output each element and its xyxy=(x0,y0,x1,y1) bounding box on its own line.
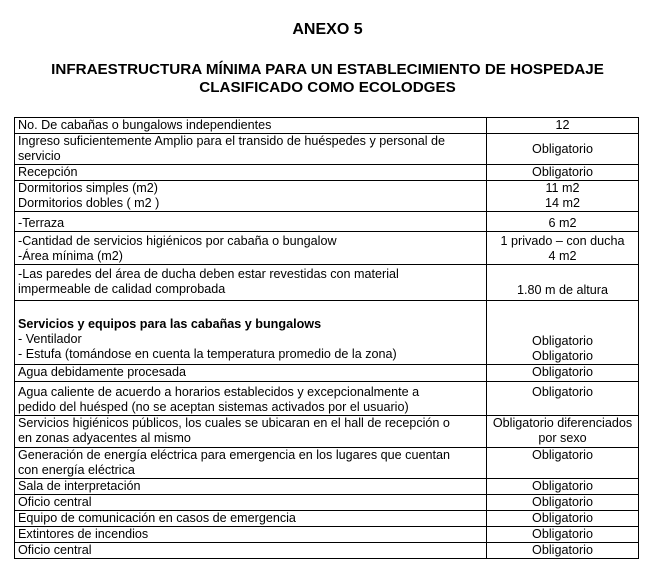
requirement-cell xyxy=(15,527,487,543)
requirement-text: Equipo de comunicación en casos de emergencia xyxy=(18,511,296,525)
value-text: Obligatorio xyxy=(532,141,593,156)
requirement-text: -Las paredes del área de ducha deben estar revestidas con material xyxy=(18,267,399,281)
requirement-text: - Estufa (tomándose en cuenta la temperatura promedio de la zona) xyxy=(18,347,397,361)
table-row xyxy=(15,527,639,543)
requirement-text: impermeable de calidad comprobada xyxy=(18,282,226,296)
requirement-text: -Cantidad de servicios higiénicos por cabaña o bungalow xyxy=(18,234,337,248)
requirement-text: Agua debidamente procesada xyxy=(18,365,187,379)
requirement-cell xyxy=(15,511,487,527)
value-cell xyxy=(487,365,639,382)
value-text: Obligatorio xyxy=(532,165,593,179)
requirement-text: Dormitorios dobles ( m2 ) xyxy=(18,196,160,210)
requirement-cell xyxy=(15,382,487,416)
table-row xyxy=(15,118,639,134)
requirement-cell xyxy=(15,232,487,265)
value-text: 1 privado – con ducha xyxy=(500,234,625,248)
requirement-text: Dormitorios simples (m2) xyxy=(18,181,158,195)
requirement-text: en zonas adyacentes al mismo xyxy=(18,431,191,445)
value-cell xyxy=(487,265,639,301)
requirement-cell xyxy=(15,448,487,479)
value-cell xyxy=(487,511,639,527)
table-row xyxy=(15,365,639,382)
value-text: 4 m2 xyxy=(548,249,577,263)
value-text: Obligatorio xyxy=(532,527,593,541)
table-row xyxy=(15,212,639,232)
requirement-text: Sala de interpretación xyxy=(18,479,141,493)
table-row xyxy=(15,479,639,495)
table-row xyxy=(15,265,639,301)
table-row xyxy=(15,543,639,559)
value-text: Obligatorio xyxy=(532,495,593,509)
value-cell xyxy=(487,479,639,495)
value-text: Obligatorio xyxy=(532,448,593,462)
requirement-cell xyxy=(15,212,487,232)
value-cell xyxy=(487,181,639,212)
value-text: 12 xyxy=(555,118,570,132)
requirement-text: con energía eléctrica xyxy=(18,463,135,477)
section-heading: Servicios y equipos para las cabañas y bungalows xyxy=(18,317,322,331)
requirement-text: Oficio central xyxy=(18,543,92,557)
value-text: por sexo xyxy=(538,431,587,445)
requirement-text: Recepción xyxy=(18,165,78,179)
requirement-cell xyxy=(15,495,487,511)
document-title-line-1: INFRAESTRUCTURA MÍNIMA PARA UN ESTABLECIMIENTO DE HOSPEDAJE xyxy=(51,61,604,78)
requirement-text: Ingreso suficientemente Amplio para el transido de huéspedes y personal de xyxy=(18,134,446,148)
value-cell xyxy=(487,448,639,479)
requirement-text: -Terraza xyxy=(18,216,65,230)
table-row xyxy=(15,511,639,527)
value-cell xyxy=(487,495,639,511)
value-cell xyxy=(487,382,639,416)
value-cell xyxy=(487,232,639,265)
requirement-text: servicio xyxy=(18,149,61,163)
requirements-table xyxy=(14,117,639,559)
table-row xyxy=(15,382,639,416)
requirement-text: Generación de energía eléctrica para emergencia en los lugares que cuentan xyxy=(18,448,450,462)
requirement-cell xyxy=(15,301,487,365)
annex-title: ANEXO 5 xyxy=(292,21,363,38)
requirement-text: Oficio central xyxy=(18,495,92,509)
value-text: Obligatorio diferenciados xyxy=(492,416,633,430)
table-row xyxy=(15,181,639,212)
requirement-cell xyxy=(15,134,487,165)
requirement-text: Extintores de incendios xyxy=(18,527,149,541)
value-text: Obligatorio xyxy=(532,349,593,363)
table-row xyxy=(15,448,639,479)
requirement-cell xyxy=(15,165,487,181)
requirement-text: -Área mínima (m2) xyxy=(18,249,123,263)
value-cell xyxy=(487,301,639,365)
value-cell xyxy=(487,165,639,181)
requirement-cell xyxy=(15,181,487,212)
table-row xyxy=(15,165,639,181)
value-cell xyxy=(487,416,639,448)
document-title xyxy=(0,61,655,97)
requirement-cell xyxy=(15,479,487,495)
value-cell xyxy=(487,134,639,165)
spacer xyxy=(18,302,483,317)
requirement-text: - Ventilador xyxy=(18,332,82,346)
value-text: Obligatorio xyxy=(532,543,593,557)
requirement-text: No. De cabañas o bungalows independientes xyxy=(18,118,272,132)
document-title-line-2: CLASIFICADO COMO ECOLODGES xyxy=(199,79,456,96)
value-cell xyxy=(487,527,639,543)
value-cell xyxy=(487,212,639,232)
value-text: 11 m2 xyxy=(545,181,580,195)
requirement-cell xyxy=(15,543,487,559)
value-cell xyxy=(487,118,639,134)
requirement-cell xyxy=(15,118,487,134)
value-text: 14 m2 xyxy=(544,196,580,210)
value-text: Obligatorio xyxy=(532,334,593,348)
requirement-text: pedido del huésped (no se aceptan sistemas activados por el usuario) xyxy=(18,400,409,414)
table-row xyxy=(15,495,639,511)
table-row xyxy=(15,416,639,448)
table-row xyxy=(15,232,639,265)
requirement-cell xyxy=(15,265,487,301)
requirement-cell xyxy=(15,416,487,448)
value-text: Obligatorio xyxy=(532,365,593,379)
requirement-text: Agua caliente de acuerdo a horarios establecidos y excepcionalmente a xyxy=(18,385,420,399)
value-cell xyxy=(487,543,639,559)
value-text: Obligatorio xyxy=(532,385,593,399)
table-row xyxy=(15,134,639,165)
value-text: 6 m2 xyxy=(548,216,577,230)
table-row xyxy=(15,301,639,365)
requirement-cell xyxy=(15,365,487,382)
requirement-text: Servicios higiénicos públicos, los cuales se ubicaran en el hall de recepción o xyxy=(18,416,450,430)
value-text: 1.80 m de altura xyxy=(516,283,608,297)
value-text: Obligatorio xyxy=(532,479,593,493)
value-text: Obligatorio xyxy=(532,511,593,525)
